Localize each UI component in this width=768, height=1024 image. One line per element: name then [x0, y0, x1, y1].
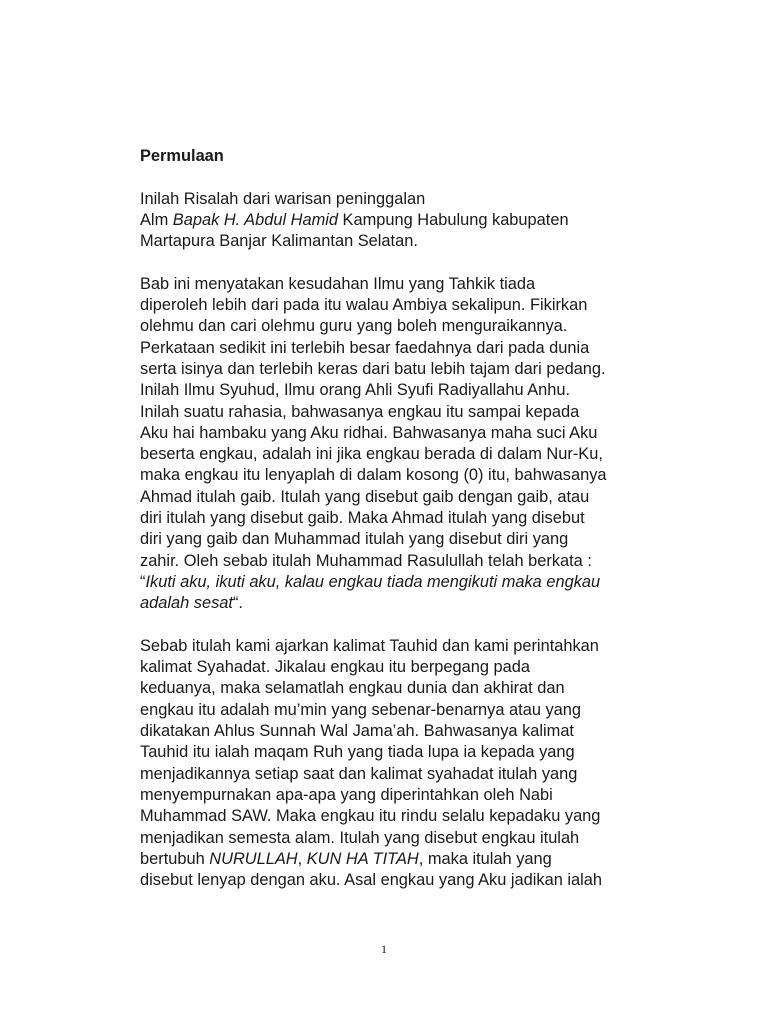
text-line: [140, 210, 660, 231]
text-run: ,: [297, 849, 307, 868]
text-line: Sebab itulah kami ajarkan kalimat Tauhid dan kami perintahkan: [140, 636, 599, 655]
text-line: Inilah suatu rahasia, bahwasanya engkau itu sampai kepada: [140, 402, 580, 421]
text-line: menjadikannya setiap saat dan kalimat syahadat itulah yang: [140, 764, 578, 783]
text-line: diri yang gaib dan Muhammad itulah yang disebut diri yang: [140, 530, 569, 549]
section-heading: Permulaan: [140, 147, 224, 165]
text-line: Martapura Banjar Kalimantan Selatan.: [140, 232, 418, 251]
document-body: [140, 146, 660, 913]
text-line: zahir. Oleh sebab itulah Muhammad Rasulullah telah berkata :: [140, 551, 592, 570]
text-run: Alm: [140, 210, 173, 229]
text-line: Aku hai hambaku yang Aku ridhai. Bahwasanya maha suci Aku: [140, 423, 598, 442]
text-line: Tauhid itu ialah maqam Ruh yang tiada lupa ia kepada yang: [140, 743, 575, 762]
text-line: Inilah Ilmu Syuhud, Ilmu orang Ahli Syufi Radiyallahu Anhu.: [140, 381, 571, 400]
italic-term: KUN HA TITAH: [306, 849, 419, 868]
text-line: olehmu dan cari olehmu guru yang boleh menguraikannya.: [140, 317, 568, 336]
quote-text: adalah sesat: [140, 594, 233, 613]
italic-name: Bapak H. Abdul Hamid: [172, 210, 338, 229]
text-line: menyempurnakan apa-apa yang diperintahkan oleh Nabi: [140, 785, 553, 804]
quote-mark: “.: [232, 594, 243, 613]
text-line: diperoleh lebih dari pada itu walau Ambiya sekalipun. Fikirkan: [140, 296, 588, 315]
text-line: kalimat Syahadat. Jikalau engkau itu berpegang pada: [140, 658, 531, 677]
text-line: Muhammad SAW. Maka engkau itu rindu selalu kepadaku yang: [140, 807, 601, 826]
text-line: serta isinya dan terlebih keras dari batu lebih tajam dari pedang.: [140, 359, 606, 378]
text-line: keduanya, maka selamatlah engkau dunia dan akhirat dan: [140, 679, 565, 698]
text-line: engkau itu adalah mu’min yang sebenar-benarnya atau yang: [140, 700, 582, 719]
text-line: beserta engkau, adalah ini jika engkau berada di dalam Nur-Ku,: [140, 445, 603, 464]
text-line: maka engkau itu lenyaplah di dalam kosong (0) itu, bahwasanya: [140, 466, 607, 485]
paragraph-1: [140, 274, 660, 615]
italic-term: NURULLAH: [209, 849, 298, 868]
text-line: Ahmad itulah gaib. Itulah yang disebut gaib dengan gaib, atau: [140, 487, 590, 506]
text-line: Perkataan sedikit ini terlebih besar faedahnya dari pada dunia: [140, 338, 590, 357]
text-line: disebut lenyap dengan aku. Asal engkau yang Aku jadikan ialah: [140, 871, 603, 890]
quote-line: [140, 593, 660, 614]
intro-paragraph: [140, 189, 660, 253]
text-line: menjadikan semesta alam. Itulah yang disebut engkau itulah: [140, 828, 580, 847]
text-line: diri itulah yang disebut gaib. Maka Ahmad itulah yang disebut: [140, 509, 585, 528]
quote-mark: “: [140, 572, 146, 591]
text-run: bertubuh: [140, 849, 210, 868]
text-run: Kampung Habulung kabupaten: [338, 210, 569, 229]
quote-text: Ikuti aku, ikuti aku, kalau engkau tiada mengikuti maka engkau: [145, 572, 601, 591]
text-line: [140, 849, 660, 870]
text-line: dikatakan Ahlus Sunnah Wal Jama’ah. Bahwasanya kalimat: [140, 722, 574, 741]
text-line: Bab ini menyatakan kesudahan Ilmu yang Tahkik tiada: [140, 274, 536, 293]
text-run: , maka itulah yang: [418, 849, 552, 868]
paragraph-2: [140, 636, 660, 892]
text-line: Inilah Risalah dari warisan peninggalan: [140, 189, 426, 208]
page-number: 1: [381, 942, 387, 956]
quote-line: [140, 572, 660, 593]
